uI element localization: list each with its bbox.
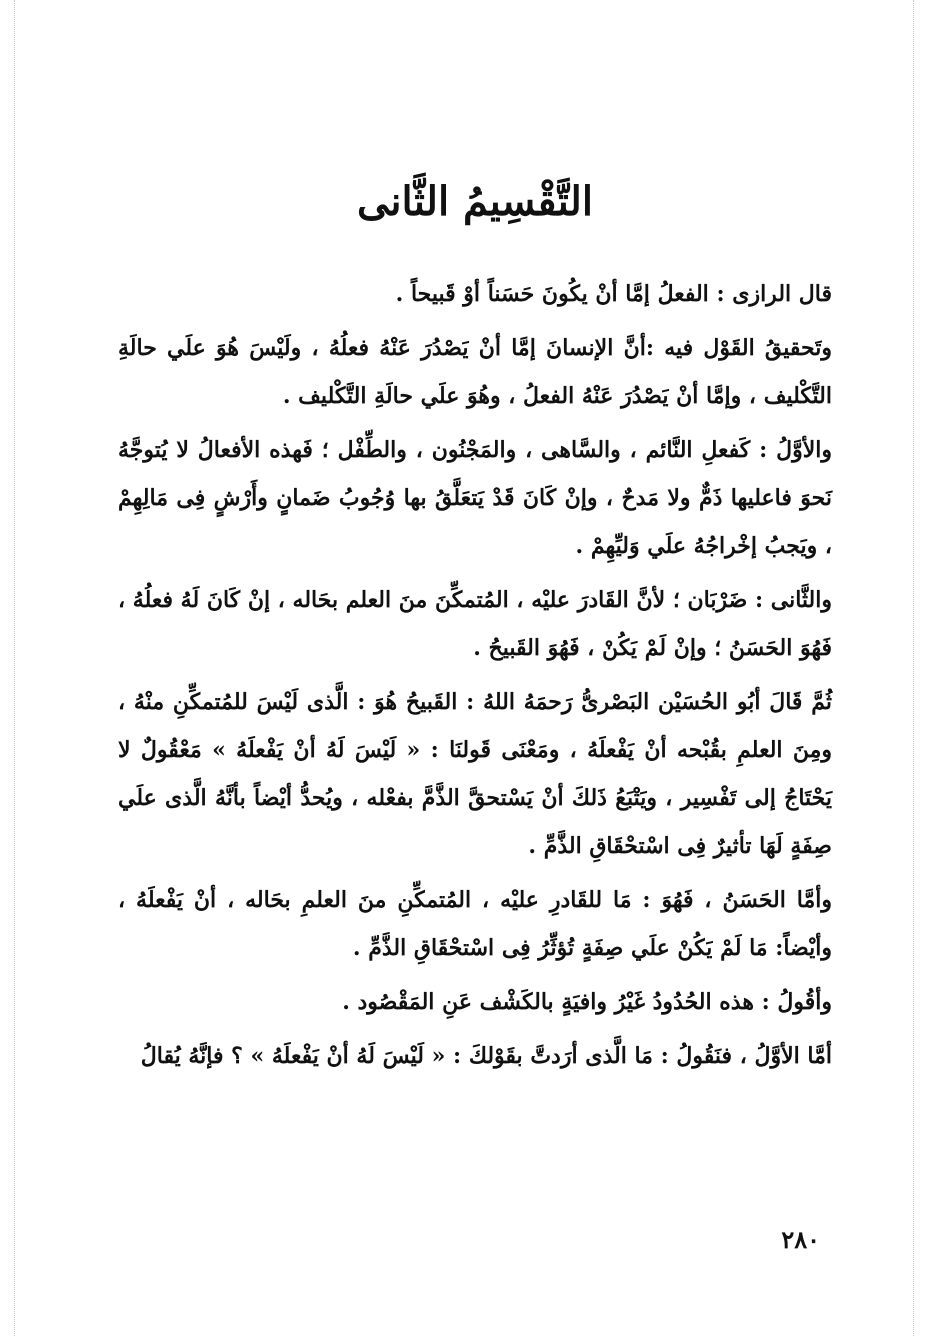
paragraph-first-kind: والأوَّلُ : كَفعلِ النَّائم ، والسَّاهى ، والمَجْنُون ، والطِّفْل ؛ فَهذه الأفعالُ لا يُتوجَّهُ نَحوَ فاعليها ذَمٌّ ولا مَدحٌ ، وإنْ كَانَ قَدْ يَتعَلَّقُ بها وُجُوبُ ضَمانٍ وأَرْشٍ فِى مَالِهِمْ ، ويَجبُ إخْراجُهُ علَي وَليِّهِمْ . — [118, 437, 832, 559]
paragraph-razi-statement: قال الرازى : الفعلُ إمَّا أنْ يكُونَ حَسَناً أوْ قَبيحاً . — [395, 281, 832, 307]
page-number: ٢٨٠ — [781, 1225, 820, 1254]
paragraph-first-objection: أمَّا الأوَّلُ ، فنَقُولُ : مَا الَّذى أرَدتَّ بقَوْلكَ : « لَيْسَ لَهُ أنْ يَفْعلَهُ » ؟ فإنَّهُ يُقالُ — [140, 1043, 832, 1069]
paragraph-hasan: وأمَّا الحَسَنُ ، فَهُوَ : مَا للقَادرِ عليْه ، المُتمكِّنِ منَ العلمِ بحَاله ، أنْ يَفْعلَهُ ، وأيْضاً: مَا لَمْ يَكُنْ علَي صِفَةٍ تُؤثِّرُ فِى اسْتحْقَاقِ الذَّمِّ . — [118, 887, 832, 961]
paragraph-tahqiq: وتَحقيقُ القَوْل فيه :أنَّ الإنسانَ إمَّا أنْ يَصْدُرَ عَنْهُ فعلُهُ ، ولَيْسَ هُوَ علَي حالَةِ التَّكْليف ، وإمَّا أنْ يَصْدُرَ عَنْهُ الفعلُ ، وهُوَ علَي حالَةِ التَّكْليف . — [118, 335, 832, 409]
page-body — [118, 270, 832, 1086]
book-page — [118, 0, 832, 1336]
section-title: التَّقْسِيمُ الثَّانى — [357, 178, 593, 225]
scan-dotted-margin-right — [913, 0, 914, 1336]
paragraph-aqul: وأقُولُ : هذه الحُدُودُ غَيْرُ وافيَةٍ بالكَشْف عَنِ المَقْصُود . — [342, 989, 832, 1015]
paragraph-abu-husayn: ثُمَّ قَالَ أبُو الحُسَيْن البَصْرىُّ رَحمَهُ اللهُ : القَبيحُ هُوَ : الَّذى لَيْسَ للمُتمكِّنِ منْهُ ، ومِنَ العلمِ بقُبْحه أنْ يَفْعلَهُ ، ومَعْنَى قَولنَا : « لَيْسَ لَهُ أنْ يَفْعلَهُ » مَعْقُولٌ لا يَحْتَاجُ إلى تَفْسِير ، ويَتْبَعُ ذَلكَ أنْ يَسْتحقَّ الذَّمَّ بفعْله ، ويُحدُّ أيْضاً بأنَّهُ الَّذى علَي صِفَةٍ لَهَا تأثيرٌ فِى اسْتحْقَاقِ الذَّمِّ . — [118, 689, 832, 859]
scan-dotted-margin-left — [14, 0, 15, 1336]
paragraph-second-kind: والثَّانى : ضَرْبَان ؛ لأنَّ القَادرَ عليْه ، المُتمكِّنَ منَ العلم بحَاله ، إنْ كَانَ لَهُ فعلُهُ ، فَهُوَ الحَسَنُ ؛ وإنْ لَمْ يَكُنْ ، فَهُوَ القَبيحُ . — [118, 587, 832, 661]
